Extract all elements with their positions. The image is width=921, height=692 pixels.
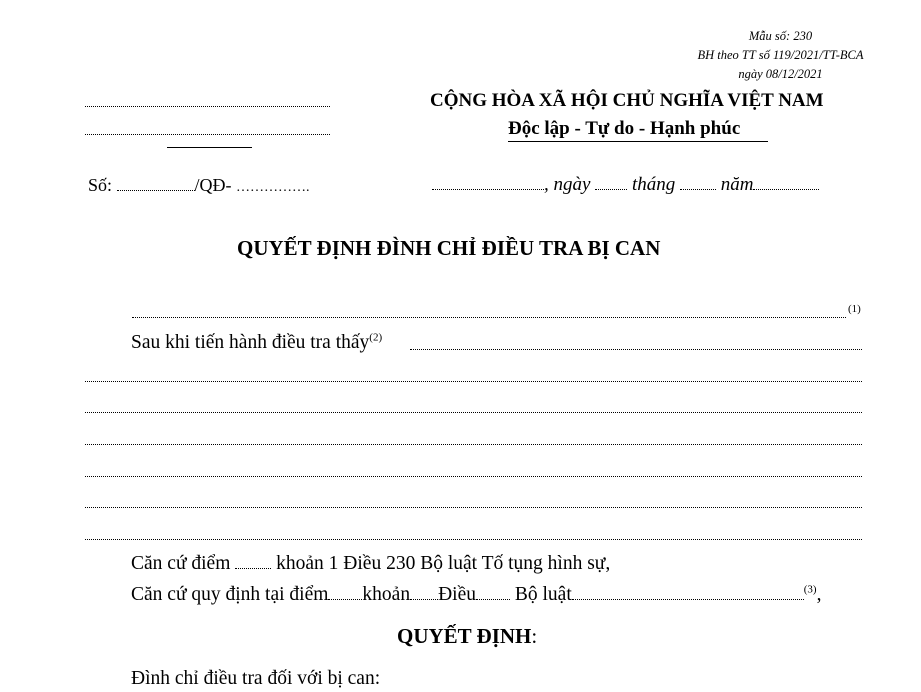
place-field[interactable] (432, 188, 544, 190)
basis-2-article-label: Điều (438, 584, 476, 605)
circular-reference: BH theo TT số 119/2021/TT-BCA (697, 48, 864, 62)
basis-2-clause-label: khoản (362, 584, 411, 605)
nation-title: CỘNG HÒA XÃ HỘI CHỦ NGHĨA VIỆT NAM (430, 90, 824, 111)
basis-2 (131, 584, 821, 606)
basis-1-point-field[interactable] (235, 567, 271, 569)
month-label: tháng (631, 174, 676, 195)
document-number-field[interactable] (117, 189, 195, 191)
footnote-2: (2) (369, 331, 383, 344)
findings-line-2[interactable] (85, 412, 862, 413)
year-field[interactable] (753, 188, 819, 190)
findings-line-5[interactable] (85, 507, 862, 508)
document-number-label: Số: (88, 175, 113, 195)
circular-date: ngày 08/12/2021 (738, 67, 823, 81)
motto-underline (508, 141, 768, 142)
agency-line-1[interactable] (85, 106, 330, 107)
year-label: năm (720, 174, 754, 195)
document-title: QUYẾT ĐỊNH ĐÌNH CHỈ ĐIỀU TRA BỊ CAN (237, 236, 661, 260)
findings-line-3[interactable] (85, 444, 862, 445)
basis-2-article-field[interactable] (476, 598, 510, 600)
investigation-label: Sau khi tiến hành điều tra thấy$^{(2)}$ (131, 331, 383, 353)
decision-heading: QUYẾT ĐỊNH: (397, 624, 538, 648)
basis-2-prefix: Căn cứ quy định tại điểm (131, 584, 329, 605)
findings-line-4[interactable] (85, 476, 862, 477)
agency-line-2[interactable] (85, 134, 330, 135)
basis-2-trailing: , (816, 584, 822, 605)
agency-name-field[interactable] (132, 317, 846, 318)
investigation-field[interactable] (410, 349, 862, 350)
document-number-row (88, 175, 310, 196)
document-code-field[interactable]: ……………. (236, 180, 310, 195)
form-number: Mẫu số: 230 (748, 29, 813, 43)
footnote-1: (1) (848, 303, 861, 315)
month-field[interactable] (680, 188, 716, 190)
day-label: , ngày (544, 174, 591, 195)
basis-1-suffix: khoản 1 Điều 230 Bộ luật Tố tụng hình sự, (276, 553, 611, 574)
place-date-row (432, 174, 819, 196)
document-number-separator: /QĐ- (194, 175, 232, 195)
basis-2-point-field[interactable] (328, 598, 362, 600)
findings-line-6[interactable] (85, 539, 862, 540)
motto: Độc lập - Tự do - Hạnh phúc (508, 118, 741, 139)
decision-line: Đình chỉ điều tra đối với bị can: (131, 668, 381, 689)
basis-1-prefix: Căn cứ điểm (131, 553, 231, 574)
agency-rule (167, 147, 252, 148)
basis-2-code-label: Bộ luật (514, 584, 572, 605)
findings-line-1[interactable] (85, 381, 862, 382)
basis-1 (131, 553, 610, 575)
day-field[interactable] (595, 188, 627, 190)
form-reference (640, 27, 921, 84)
basis-2-code-field[interactable] (572, 598, 804, 600)
footnote-3: (3) (803, 583, 817, 596)
basis-2-clause-field[interactable] (410, 598, 438, 600)
